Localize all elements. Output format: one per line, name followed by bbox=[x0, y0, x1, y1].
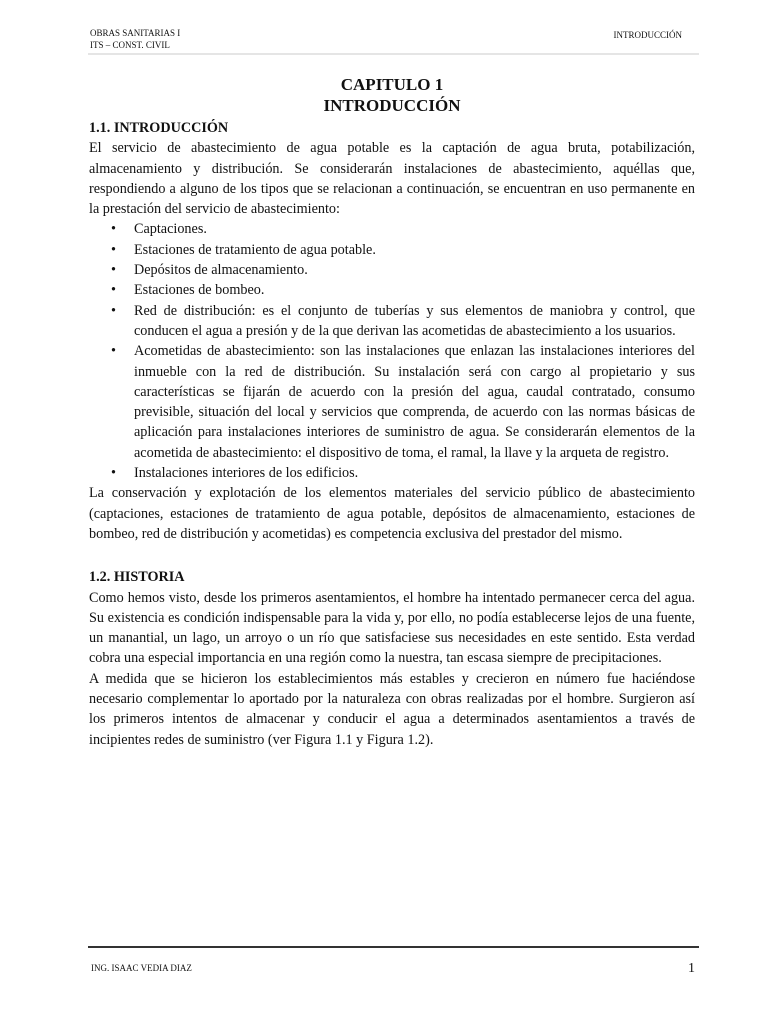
list-item-text: Estaciones de bombeo. bbox=[134, 282, 265, 299]
bullet-icon: • bbox=[111, 282, 116, 299]
list-item bbox=[111, 240, 695, 260]
header-section: INTRODUCCIÓN bbox=[613, 30, 682, 40]
installations-list bbox=[89, 219, 695, 483]
list-item-text: Instalaciones interiores de los edificios. bbox=[134, 465, 359, 482]
chapter-title: INTRODUCCIÓN bbox=[323, 96, 461, 115]
list-item bbox=[111, 341, 695, 463]
page-content bbox=[89, 74, 695, 750]
list-item bbox=[111, 463, 695, 483]
bullet-icon: • bbox=[111, 221, 116, 238]
list-item-text: Acometidas de abastecimiento: son las instalaciones que enlazan las instalaciones interiores del inmueble con la red de distribución. Su instalación será con cargo al propietario y sus características se fijarán de acuerdo con la presión del agua, caudal contratado, consumo previsible, situación del local y servicios que comprenda, de acuerdo con las normas básicas de aplicación para instalaciones interiores de suministro de agua. Se considerarán elementos de la acometida de abastecimiento: el dispositivo de toma, el ramal, la llave y la arqueta de registro. bbox=[134, 343, 695, 461]
section-heading-historia: 1.2. HISTORIA bbox=[89, 569, 185, 586]
history-paragraph-1: Como hemos visto, desde los primeros asentamientos, el hombre ha intentado permanecer cerca del agua. Su existencia es condición indispensable para la vida y, por ello, no podía establecerse lejos de una fuente, un manantial, un lago, un arroyo o un río que satisfaciese sus necesidades en este sentido. Esta verdad cobra una especial importancia en una región como la nuestra, tan escasa siempre de precipitaciones. bbox=[89, 589, 695, 667]
list-item-text: Captaciones. bbox=[134, 221, 207, 238]
footer-divider bbox=[88, 946, 699, 948]
header-left bbox=[90, 27, 180, 51]
footer-author: ING. ISAAC VEDIA DIAZ bbox=[91, 963, 192, 973]
bullet-icon: • bbox=[111, 465, 116, 482]
page-number: 1 bbox=[688, 961, 695, 976]
list-item bbox=[111, 260, 695, 280]
list-item bbox=[111, 280, 695, 300]
conservation-paragraph: La conservación y explotación de los elementos materiales del servicio público de abastecimiento (captaciones, estaciones de tratamiento de agua potable, depósitos de almacenamiento, estaciones de bombeo, red de distribución y acometidas) es competencia exclusiva del prestador del mismo. bbox=[89, 485, 695, 542]
list-item-text: Red de distribución: es el conjunto de tuberías y sus elementos de maniobra y control, que conducen el agua a presión y de la que derivan las acometidas de abastecimiento a los usuarios. bbox=[134, 302, 695, 339]
bullet-icon: • bbox=[111, 241, 116, 258]
section-spacer bbox=[89, 544, 695, 567]
header-course: OBRAS SANITARIAS I bbox=[90, 28, 181, 38]
intro-paragraph: El servicio de abastecimiento de agua potable es la captación de agua bruta, potabilización, almacenamiento y distribución. Se considerarán instalaciones de abastecimiento, aquéllas que, respondiendo a alguno de los tipos que se relacionan a continuación, se encuentran en uso permanente en la prestación del servicio de abastecimiento: bbox=[89, 140, 695, 218]
bullet-icon: • bbox=[111, 262, 116, 279]
list-item bbox=[111, 219, 695, 239]
bullet-icon: • bbox=[111, 302, 116, 319]
chapter-number: CAPITULO 1 bbox=[340, 75, 444, 94]
list-item bbox=[111, 301, 695, 342]
bullet-icon: • bbox=[111, 343, 116, 360]
section-heading-introduccion: 1.1. INTRODUCCIÓN bbox=[89, 120, 229, 136]
chapter-heading bbox=[89, 74, 695, 116]
header-dept: ITS – CONST. CIVIL bbox=[90, 40, 170, 50]
history-paragraph-2: A medida que se hicieron los establecimientos más estables y crecieron en número fue haciéndose necesario complementar lo aportado por la naturaleza con obras realizadas por el hombre. Surgieron así los primeros intentos de almacenar y conducir el agua a determinados asentamientos a través de incipientes redes de suministro (ver Figura 1.1 y Figura 1.2). bbox=[89, 670, 695, 748]
list-item-text: Depósitos de almacenamiento. bbox=[134, 262, 308, 279]
list-item-text: Estaciones de tratamiento de agua potable. bbox=[134, 241, 376, 258]
header-divider bbox=[88, 53, 699, 55]
